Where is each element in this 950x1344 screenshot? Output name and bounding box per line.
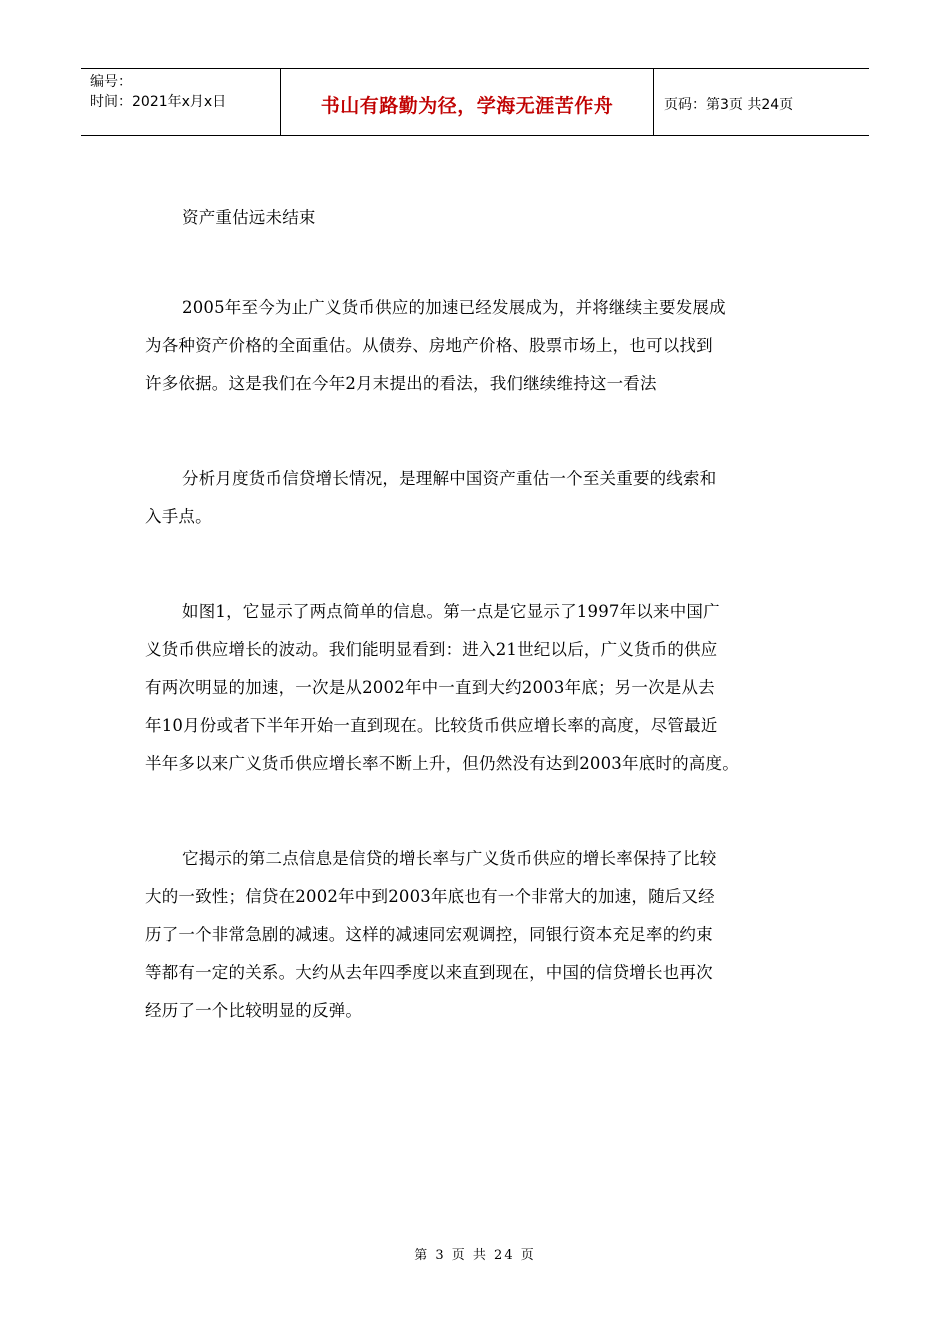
document-title: 资产重估远未结束 bbox=[182, 208, 316, 227]
paragraph bbox=[145, 593, 810, 783]
paragraph-line: 大的一致性；信贷在2002年中到2003年底也有一个非常大的加速，随后又经 bbox=[145, 887, 715, 906]
paragraph-line: 为各种资产价格的全面重估。从债券、房地产价格、股票市场上，也可以找到 bbox=[145, 336, 713, 355]
paragraph-line: 入手点。 bbox=[145, 507, 212, 526]
document-number-label: 编号： bbox=[90, 74, 132, 90]
header-page-info: 页码：第3页 共24页 bbox=[664, 97, 794, 113]
header-page-cell bbox=[654, 69, 869, 135]
paragraph-line: 2005年至今为止广义货币供应的加速已经发展成为，并将继续主要发展成 bbox=[182, 298, 726, 317]
paragraph bbox=[145, 840, 810, 1030]
paragraph-line: 年10月份或者下半年开始一直到现在。比较货币供应增长率的高度，尽管最近 bbox=[145, 716, 718, 735]
document-body bbox=[145, 199, 810, 1030]
paragraph-line: 等都有一定的关系。大约从去年四季度以来直到现在，中国的信贷增长也再次 bbox=[145, 963, 713, 982]
paragraph-line: 许多依据。这是我们在今年2月末提出的看法，我们继续维持这一看法 bbox=[145, 374, 657, 393]
paragraph-line: 义货币供应增长的波动。我们能明显看到：进入21世纪以后，广义货币的供应 bbox=[145, 640, 718, 659]
paragraph bbox=[145, 289, 810, 403]
paragraph-line: 有两次明显的加速，一次是从2002年中一直到大约2003年底；另一次是从去 bbox=[145, 678, 715, 697]
paragraph-line: 历了一个非常急剧的减速。这样的减速同宏观调控，同银行资本充足率的约束 bbox=[145, 925, 713, 944]
document-date: 时间：2021年x月x日 bbox=[90, 94, 227, 110]
paragraph-line: 分析月度货币信贷增长情况，是理解中国资产重估一个至关重要的线索和 bbox=[182, 469, 717, 488]
page-header bbox=[81, 68, 869, 136]
header-motto-cell bbox=[281, 69, 654, 135]
paragraph-line: 半年多以来广义货币供应增长率不断上升，但仍然没有达到2003年底时的高度。 bbox=[145, 754, 739, 773]
paragraph-line: 如图1，它显示了两点简单的信息。第一点是它显示了1997年以来中国广 bbox=[182, 602, 720, 621]
paragraph-line: 它揭示的第二点信息是信贷的增长率与广义货币供应的增长率保持了比较 bbox=[182, 849, 717, 868]
paragraph-line: 经历了一个比较明显的反弹。 bbox=[145, 1001, 363, 1020]
header-motto: 书山有路勤为径，学海无涯苦作舟 bbox=[320, 94, 614, 117]
paragraph bbox=[145, 460, 810, 536]
page-footer: 第 3 页 共 24 页 bbox=[414, 1248, 536, 1263]
header-meta-cell bbox=[81, 69, 281, 135]
